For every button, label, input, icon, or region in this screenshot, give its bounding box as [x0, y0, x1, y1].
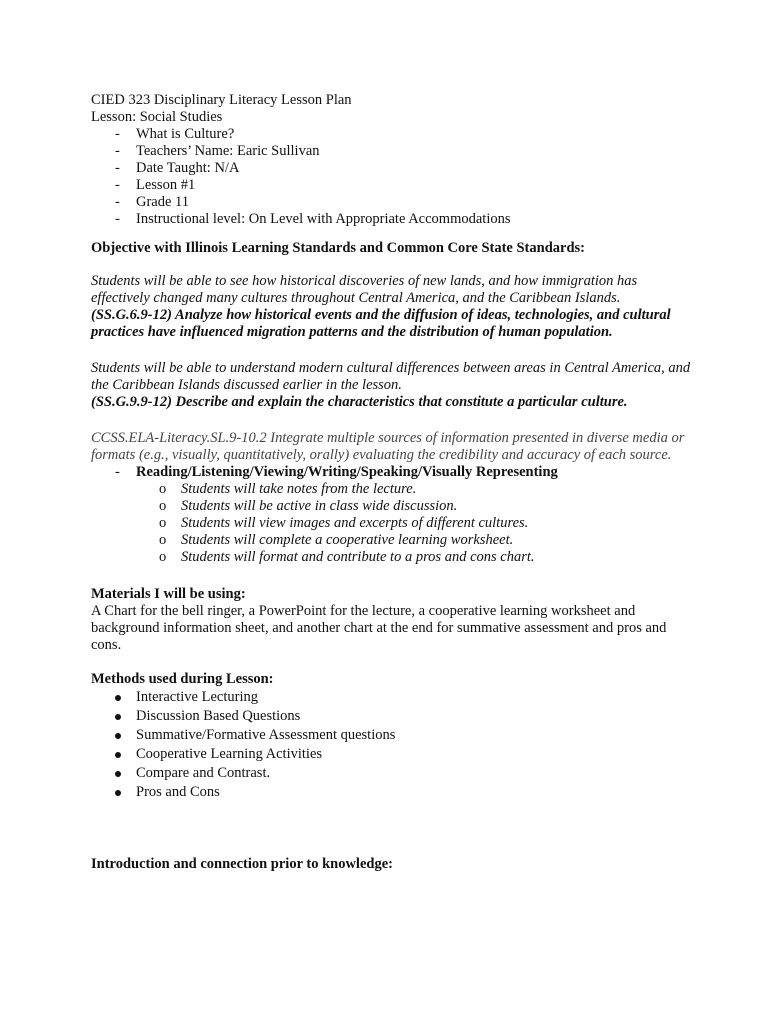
- detail-item-topic: [91, 126, 698, 143]
- materials-heading: Materials I will be using:: [91, 586, 246, 602]
- detail-text: Instructional level: On Level with Appropriate Accommodations: [136, 211, 511, 227]
- dash-marker: -: [115, 160, 120, 176]
- skill-item: [91, 498, 698, 515]
- skill-text: Students will format and contribute to a pros and cons chart.: [181, 549, 535, 565]
- method-text: Discussion Based Questions: [136, 708, 301, 724]
- objective-heading: Objective with Illinois Learning Standards and Common Core State Standards:: [91, 240, 585, 256]
- skill-text: Students will take notes from the lecture.: [181, 481, 417, 497]
- circle-bullet-icon: o: [159, 498, 167, 514]
- circle-bullet-icon: o: [159, 532, 167, 548]
- method-item: [91, 783, 698, 802]
- materials-text: A Chart for the bell ringer, a PowerPoint for the lecture, a cooperative learning worksheet and background information sheet, and another chart at the end for summative assessment and pros and cons.: [91, 603, 667, 653]
- method-text: Pros and Cons: [136, 784, 220, 800]
- bullet-dot-icon: [115, 771, 121, 777]
- introduction-heading: Introduction and connection prior to knowledge:: [91, 856, 393, 872]
- bullet-dot-icon: [115, 733, 121, 739]
- skill-item: [91, 515, 698, 532]
- detail-item-date: [91, 160, 698, 177]
- skill-item: [91, 549, 698, 566]
- detail-item-grade: [91, 194, 698, 211]
- bullet-dot-icon: [115, 790, 121, 796]
- bullet-dot-icon: [115, 695, 121, 701]
- skill-item: [91, 532, 698, 549]
- dash-marker: -: [115, 194, 120, 210]
- detail-text: Lesson #1: [136, 177, 196, 193]
- method-item: [91, 745, 698, 764]
- objective-1-standard: (SS.G.6.9-12) Analyze how historical events and the diffusion of ideas, technologies, and cultural practices have influenced migration patterns and the distribution of human population.: [91, 307, 671, 340]
- dash-marker: -: [115, 126, 120, 142]
- detail-item-teacher: [91, 143, 698, 160]
- objective-2-standard: (SS.G.9.9-12) Describe and explain the characteristics that constitute a particular culture.: [91, 394, 628, 410]
- objective-1-text: Students will be able to see how historical discoveries of new lands, and how immigration has effectively changed many cultures throughout Central America, and the Caribbean Islands.: [91, 273, 638, 306]
- method-item: [91, 726, 698, 745]
- dash-marker: -: [115, 464, 120, 480]
- objective-3-ccss-text: CCSS.ELA-Literacy.SL.9-10.2 Integrate multiple sources of information presented in diverse media or formats (e.g., visually, quantitatively, orally) evaluating the credibility and accuracy of each source.: [91, 430, 685, 463]
- skill-text: Students will be active in class wide discussion.: [181, 498, 458, 514]
- bullet-dot-icon: [115, 714, 121, 720]
- detail-item-lesson-number: [91, 177, 698, 194]
- method-text: Interactive Lecturing: [136, 689, 258, 705]
- method-item: [91, 707, 698, 726]
- detail-text: What is Culture?: [136, 126, 235, 142]
- objective-2-text: Students will be able to understand modern cultural differences between areas in Central America, and the Caribbean Islands discussed earlier in the lesson.: [91, 360, 691, 393]
- lesson-details-list: [91, 126, 698, 228]
- lesson-subject: Lesson: Social Studies: [91, 109, 223, 125]
- dash-marker: -: [115, 211, 120, 227]
- dash-marker: -: [115, 143, 120, 159]
- method-text: Summative/Formative Assessment questions: [136, 727, 396, 743]
- skill-item: [91, 481, 698, 498]
- course-title: CIED 323 Disciplinary Literacy Lesson Plan: [91, 92, 352, 108]
- circle-bullet-icon: o: [159, 515, 167, 531]
- skill-text: Students will view images and excerpts of different cultures.: [181, 515, 529, 531]
- methods-list: [91, 688, 698, 802]
- detail-text: Date Taught: N/A: [136, 160, 240, 176]
- method-item: [91, 764, 698, 783]
- method-text: Compare and Contrast.: [136, 765, 271, 781]
- method-text: Cooperative Learning Activities: [136, 746, 323, 762]
- circle-bullet-icon: o: [159, 549, 167, 565]
- circle-bullet-icon: o: [159, 481, 167, 497]
- bullet-dot-icon: [115, 752, 121, 758]
- method-item: [91, 688, 698, 707]
- skills-list: [91, 481, 698, 566]
- methods-heading: Methods used during Lesson:: [91, 671, 274, 687]
- skills-heading: [91, 464, 698, 481]
- dash-marker: -: [115, 177, 120, 193]
- detail-item-level: [91, 211, 698, 228]
- skills-heading-text: Reading/Listening/Viewing/Writing/Speaking/Visually Representing: [136, 464, 558, 480]
- detail-text: Teachers’ Name: Earic Sullivan: [136, 143, 320, 159]
- skill-text: Students will complete a cooperative learning worksheet.: [181, 532, 514, 548]
- detail-text: Grade 11: [136, 194, 190, 210]
